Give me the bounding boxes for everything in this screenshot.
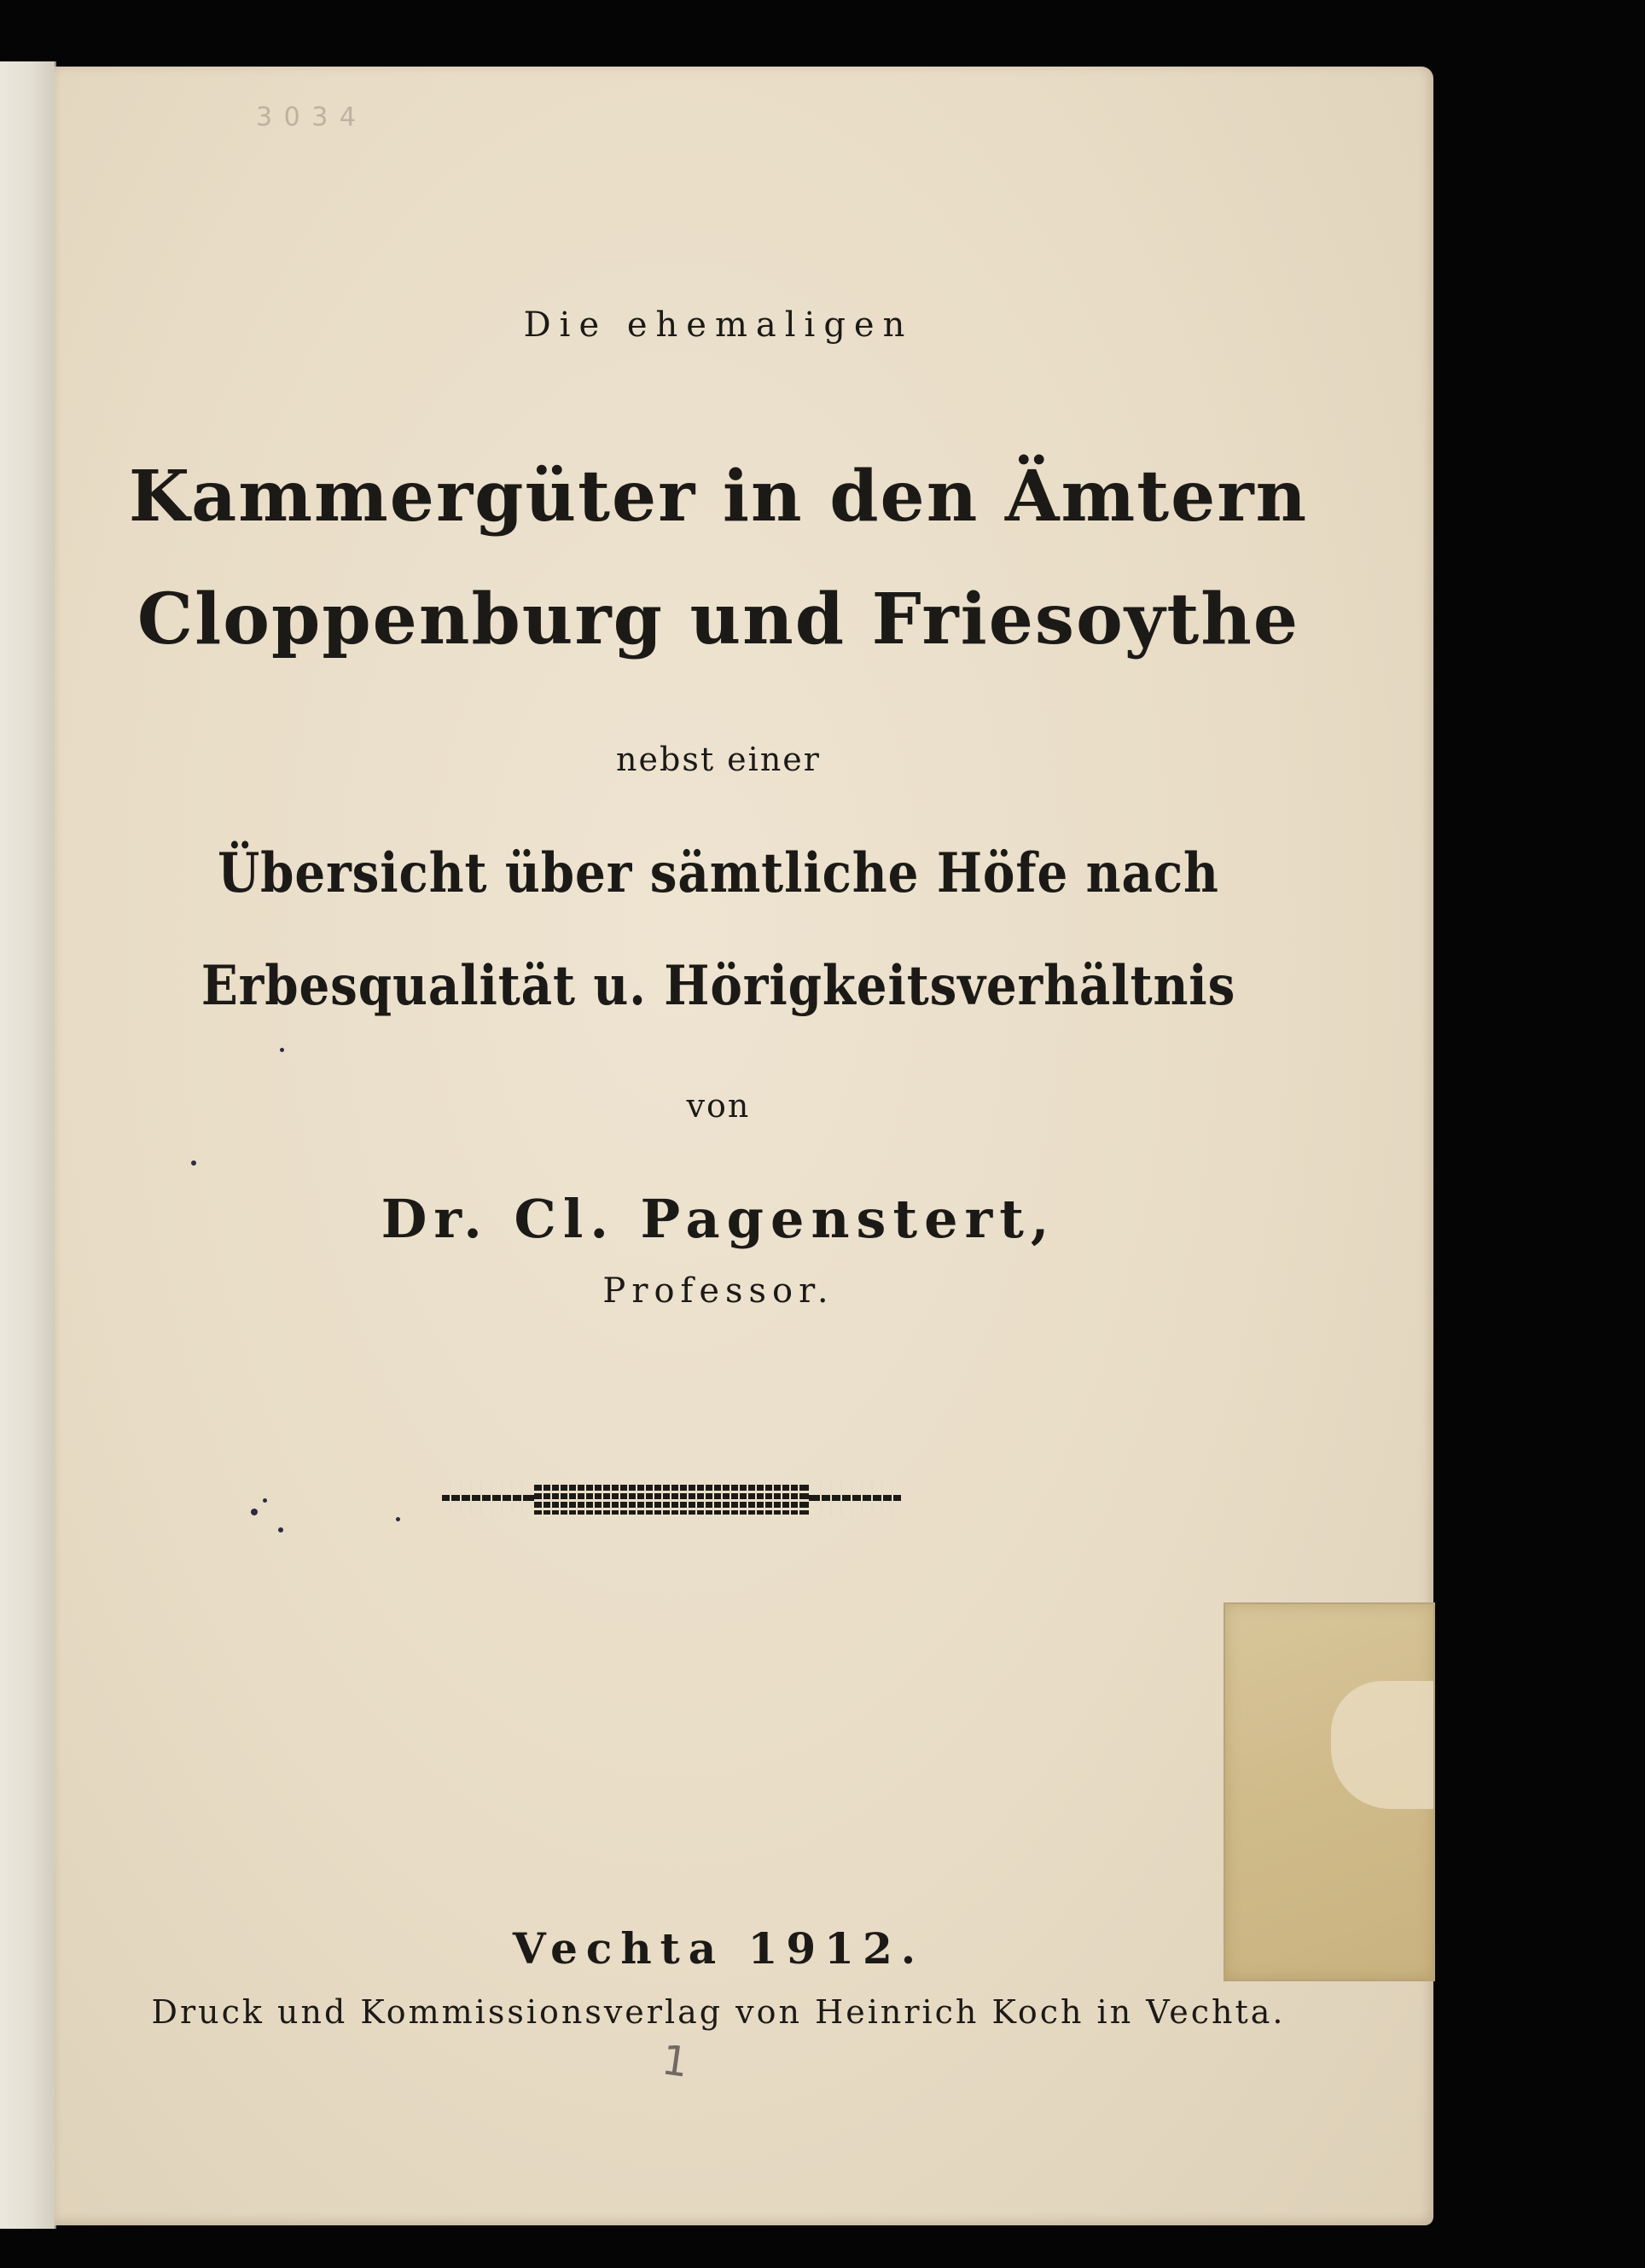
author-name: Dr. Cl. Pagenstert, xyxy=(381,1188,1056,1250)
pencil-number: 1 xyxy=(659,2036,692,2087)
title-line-2: Cloppenburg und Friesoythe xyxy=(137,579,1300,660)
ink-speck xyxy=(263,1498,267,1503)
author-title: Professor. xyxy=(602,1271,834,1311)
ink-speck xyxy=(396,1517,400,1521)
ink-speck xyxy=(278,1527,283,1532)
ornamental-rule xyxy=(442,1481,901,1515)
title-page xyxy=(55,67,1433,2225)
pencil-shelf-mark: 3 0 3 4 xyxy=(256,102,357,132)
ink-speck xyxy=(251,1509,258,1515)
subtitle-line-2: Erbesqualität u. Hörigkeitsverhältnis xyxy=(201,954,1236,1018)
subtitle-line-1: Übersicht über sämtliche Höfe nach xyxy=(218,841,1219,905)
place-and-year: Vechta 1912. xyxy=(512,1923,925,1974)
ink-speck xyxy=(280,1048,284,1052)
book-spine-edge xyxy=(0,61,56,2229)
publisher-line: Druck und Kommissionsverlag von Heinrich Koch in Vechta. xyxy=(151,1993,1286,2031)
ink-speck xyxy=(191,1160,196,1166)
subtitle-top: Die ehemaligen xyxy=(523,305,914,345)
by-text: von xyxy=(686,1087,751,1125)
connector-text: nebst einer xyxy=(616,741,821,778)
title-line-1: Kammergüter in den Ämtern xyxy=(128,456,1309,538)
